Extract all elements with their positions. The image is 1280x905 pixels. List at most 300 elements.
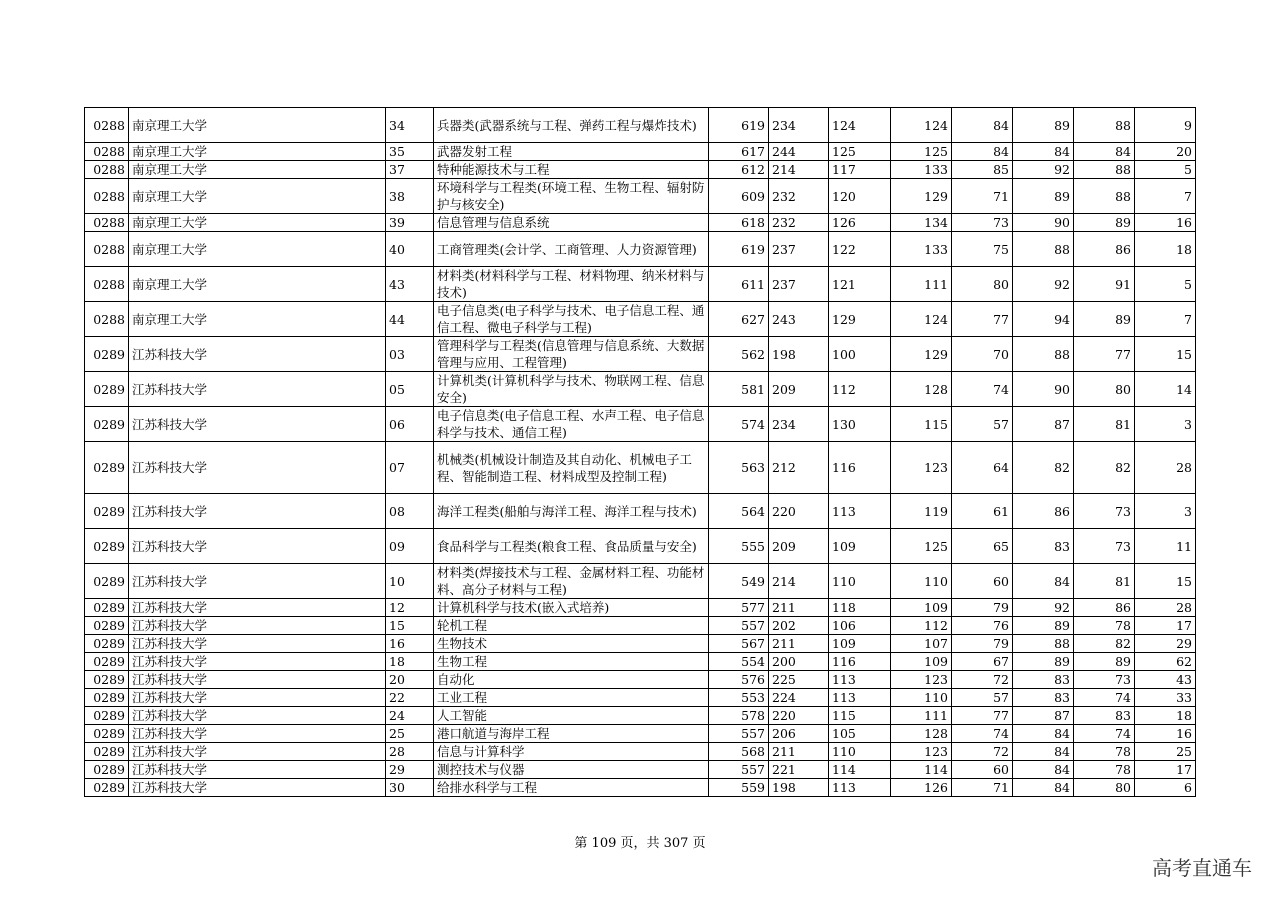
cell-score-3: 123 bbox=[891, 442, 952, 494]
cell-school-name: 江苏科技大学 bbox=[129, 653, 386, 671]
table-row bbox=[85, 529, 1196, 564]
table-row bbox=[85, 689, 1196, 707]
cell-score-1: 206 bbox=[769, 725, 829, 743]
cell-rank-count: 17 bbox=[1135, 617, 1196, 635]
cell-score-4: 64 bbox=[952, 442, 1013, 494]
table-row bbox=[85, 564, 1196, 599]
cell-score-2: 110 bbox=[829, 564, 891, 599]
cell-school-code: 0288 bbox=[85, 179, 129, 214]
cell-total-score: 619 bbox=[709, 108, 769, 143]
cell-school-code: 0289 bbox=[85, 599, 129, 617]
cell-score-5: 84 bbox=[1013, 564, 1074, 599]
cell-score-1: 234 bbox=[769, 407, 829, 442]
cell-major-code: 40 bbox=[386, 232, 434, 267]
cell-score-6: 82 bbox=[1074, 442, 1135, 494]
cell-total-score: 576 bbox=[709, 671, 769, 689]
cell-major-name: 工商管理类(会计学、工商管理、人力资源管理) bbox=[434, 232, 709, 267]
cell-school-name: 江苏科技大学 bbox=[129, 337, 386, 372]
cell-rank-count: 16 bbox=[1135, 214, 1196, 232]
cell-school-name: 江苏科技大学 bbox=[129, 689, 386, 707]
cell-score-5: 89 bbox=[1013, 617, 1074, 635]
cell-major-code: 35 bbox=[386, 143, 434, 161]
cell-score-6: 77 bbox=[1074, 337, 1135, 372]
cell-rank-count: 43 bbox=[1135, 671, 1196, 689]
cell-score-2: 113 bbox=[829, 779, 891, 797]
cell-total-score: 611 bbox=[709, 267, 769, 302]
cell-major-code: 05 bbox=[386, 372, 434, 407]
cell-score-3: 133 bbox=[891, 232, 952, 267]
cell-school-code: 0289 bbox=[85, 761, 129, 779]
cell-score-1: 211 bbox=[769, 635, 829, 653]
table-row bbox=[85, 337, 1196, 372]
table-row bbox=[85, 599, 1196, 617]
cell-score-3: 123 bbox=[891, 743, 952, 761]
cell-school-name: 江苏科技大学 bbox=[129, 635, 386, 653]
cell-school-name: 江苏科技大学 bbox=[129, 494, 386, 529]
table-row bbox=[85, 407, 1196, 442]
cell-score-4: 60 bbox=[952, 564, 1013, 599]
cell-score-2: 117 bbox=[829, 161, 891, 179]
cell-score-4: 73 bbox=[952, 214, 1013, 232]
cell-school-code: 0289 bbox=[85, 337, 129, 372]
cell-score-4: 74 bbox=[952, 372, 1013, 407]
cell-school-name: 江苏科技大学 bbox=[129, 599, 386, 617]
cell-score-4: 74 bbox=[952, 725, 1013, 743]
cell-score-4: 67 bbox=[952, 653, 1013, 671]
cell-major-code: 37 bbox=[386, 161, 434, 179]
cell-major-name: 生物技术 bbox=[434, 635, 709, 653]
cell-score-6: 86 bbox=[1074, 599, 1135, 617]
cell-school-name: 江苏科技大学 bbox=[129, 372, 386, 407]
cell-score-3: 125 bbox=[891, 529, 952, 564]
cell-score-3: 119 bbox=[891, 494, 952, 529]
cell-score-2: 116 bbox=[829, 653, 891, 671]
cell-total-score: 564 bbox=[709, 494, 769, 529]
cell-score-6: 82 bbox=[1074, 635, 1135, 653]
cell-major-name: 电子信息类(电子信息工程、水声工程、电子信息科学与技术、通信工程) bbox=[434, 407, 709, 442]
cell-school-code: 0288 bbox=[85, 143, 129, 161]
table-row bbox=[85, 743, 1196, 761]
table-row bbox=[85, 442, 1196, 494]
cell-score-2: 129 bbox=[829, 302, 891, 337]
cell-score-1: 224 bbox=[769, 689, 829, 707]
table-row bbox=[85, 725, 1196, 743]
cell-school-name: 南京理工大学 bbox=[129, 214, 386, 232]
admission-scores-table bbox=[84, 107, 1196, 797]
table-body bbox=[85, 108, 1196, 797]
cell-score-5: 92 bbox=[1013, 161, 1074, 179]
cell-major-code: 08 bbox=[386, 494, 434, 529]
cell-total-score: 578 bbox=[709, 707, 769, 725]
cell-major-code: 07 bbox=[386, 442, 434, 494]
cell-school-name: 江苏科技大学 bbox=[129, 779, 386, 797]
cell-major-code: 20 bbox=[386, 671, 434, 689]
cell-score-2: 122 bbox=[829, 232, 891, 267]
cell-major-code: 16 bbox=[386, 635, 434, 653]
cell-score-5: 84 bbox=[1013, 761, 1074, 779]
cell-score-2: 115 bbox=[829, 707, 891, 725]
cell-rank-count: 11 bbox=[1135, 529, 1196, 564]
cell-major-code: 09 bbox=[386, 529, 434, 564]
cell-school-code: 0289 bbox=[85, 635, 129, 653]
cell-total-score: 557 bbox=[709, 761, 769, 779]
cell-major-code: 12 bbox=[386, 599, 434, 617]
cell-score-5: 92 bbox=[1013, 267, 1074, 302]
cell-score-2: 109 bbox=[829, 635, 891, 653]
cell-rank-count: 6 bbox=[1135, 779, 1196, 797]
cell-score-2: 105 bbox=[829, 725, 891, 743]
cell-major-code: 24 bbox=[386, 707, 434, 725]
cell-total-score: 577 bbox=[709, 599, 769, 617]
cell-score-5: 84 bbox=[1013, 779, 1074, 797]
cell-major-name: 特种能源技术与工程 bbox=[434, 161, 709, 179]
cell-score-5: 87 bbox=[1013, 407, 1074, 442]
cell-total-score: 557 bbox=[709, 617, 769, 635]
cell-school-code: 0288 bbox=[85, 267, 129, 302]
cell-score-3: 110 bbox=[891, 689, 952, 707]
cell-major-name: 信息管理与信息系统 bbox=[434, 214, 709, 232]
cell-score-1: 198 bbox=[769, 337, 829, 372]
cell-score-3: 123 bbox=[891, 671, 952, 689]
cell-score-4: 57 bbox=[952, 407, 1013, 442]
cell-total-score: 553 bbox=[709, 689, 769, 707]
cell-score-4: 61 bbox=[952, 494, 1013, 529]
cell-major-name: 海洋工程类(船舶与海洋工程、海洋工程与技术) bbox=[434, 494, 709, 529]
cell-rank-count: 18 bbox=[1135, 707, 1196, 725]
cell-rank-count: 62 bbox=[1135, 653, 1196, 671]
cell-school-name: 江苏科技大学 bbox=[129, 564, 386, 599]
cell-score-1: 220 bbox=[769, 494, 829, 529]
cell-rank-count: 5 bbox=[1135, 161, 1196, 179]
table-row bbox=[85, 761, 1196, 779]
cell-rank-count: 17 bbox=[1135, 761, 1196, 779]
cell-score-1: 244 bbox=[769, 143, 829, 161]
cell-major-name: 材料类(材料科学与工程、材料物理、纳米材料与技术) bbox=[434, 267, 709, 302]
cell-score-5: 82 bbox=[1013, 442, 1074, 494]
cell-score-1: 243 bbox=[769, 302, 829, 337]
cell-major-code: 39 bbox=[386, 214, 434, 232]
cell-total-score: 557 bbox=[709, 725, 769, 743]
cell-school-code: 0289 bbox=[85, 564, 129, 599]
cell-score-5: 89 bbox=[1013, 179, 1074, 214]
cell-rank-count: 7 bbox=[1135, 179, 1196, 214]
cell-school-name: 江苏科技大学 bbox=[129, 743, 386, 761]
cell-score-3: 107 bbox=[891, 635, 952, 653]
cell-score-5: 90 bbox=[1013, 214, 1074, 232]
cell-score-1: 211 bbox=[769, 599, 829, 617]
cell-score-4: 60 bbox=[952, 761, 1013, 779]
cell-score-6: 74 bbox=[1074, 725, 1135, 743]
cell-score-3: 128 bbox=[891, 725, 952, 743]
cell-rank-count: 20 bbox=[1135, 143, 1196, 161]
cell-score-2: 116 bbox=[829, 442, 891, 494]
cell-major-name: 武器发射工程 bbox=[434, 143, 709, 161]
cell-school-code: 0289 bbox=[85, 707, 129, 725]
cell-score-6: 86 bbox=[1074, 232, 1135, 267]
cell-score-3: 134 bbox=[891, 214, 952, 232]
cell-total-score: 562 bbox=[709, 337, 769, 372]
cell-score-3: 114 bbox=[891, 761, 952, 779]
cell-total-score: 549 bbox=[709, 564, 769, 599]
cell-total-score: 612 bbox=[709, 161, 769, 179]
cell-score-4: 77 bbox=[952, 302, 1013, 337]
cell-score-2: 106 bbox=[829, 617, 891, 635]
cell-score-4: 84 bbox=[952, 143, 1013, 161]
cell-rank-count: 3 bbox=[1135, 407, 1196, 442]
table-row bbox=[85, 302, 1196, 337]
cell-school-code: 0289 bbox=[85, 529, 129, 564]
cell-total-score: 554 bbox=[709, 653, 769, 671]
cell-score-5: 90 bbox=[1013, 372, 1074, 407]
cell-score-4: 80 bbox=[952, 267, 1013, 302]
cell-score-5: 86 bbox=[1013, 494, 1074, 529]
cell-score-2: 100 bbox=[829, 337, 891, 372]
cell-school-name: 江苏科技大学 bbox=[129, 529, 386, 564]
cell-score-1: 221 bbox=[769, 761, 829, 779]
cell-score-2: 113 bbox=[829, 494, 891, 529]
cell-score-1: 232 bbox=[769, 179, 829, 214]
cell-school-name: 江苏科技大学 bbox=[129, 442, 386, 494]
cell-major-name: 自动化 bbox=[434, 671, 709, 689]
cell-score-3: 109 bbox=[891, 653, 952, 671]
cell-score-6: 73 bbox=[1074, 529, 1135, 564]
table-row bbox=[85, 267, 1196, 302]
cell-total-score: 617 bbox=[709, 143, 769, 161]
cell-score-1: 209 bbox=[769, 529, 829, 564]
cell-major-name: 人工智能 bbox=[434, 707, 709, 725]
cell-score-4: 79 bbox=[952, 635, 1013, 653]
cell-school-name: 南京理工大学 bbox=[129, 108, 386, 143]
cell-score-2: 113 bbox=[829, 671, 891, 689]
table-row bbox=[85, 635, 1196, 653]
cell-score-1: 212 bbox=[769, 442, 829, 494]
cell-score-1: 214 bbox=[769, 564, 829, 599]
cell-score-2: 125 bbox=[829, 143, 891, 161]
cell-school-code: 0289 bbox=[85, 779, 129, 797]
cell-rank-count: 7 bbox=[1135, 302, 1196, 337]
cell-rank-count: 9 bbox=[1135, 108, 1196, 143]
cell-score-5: 88 bbox=[1013, 232, 1074, 267]
cell-score-4: 84 bbox=[952, 108, 1013, 143]
table-row bbox=[85, 372, 1196, 407]
cell-score-1: 214 bbox=[769, 161, 829, 179]
cell-rank-count: 29 bbox=[1135, 635, 1196, 653]
cell-rank-count: 15 bbox=[1135, 337, 1196, 372]
cell-total-score: 609 bbox=[709, 179, 769, 214]
cell-score-6: 91 bbox=[1074, 267, 1135, 302]
cell-school-code: 0289 bbox=[85, 689, 129, 707]
cell-score-2: 112 bbox=[829, 372, 891, 407]
watermark-logo-text: 高考直通车 bbox=[1152, 856, 1252, 880]
cell-major-code: 29 bbox=[386, 761, 434, 779]
cell-score-3: 115 bbox=[891, 407, 952, 442]
cell-rank-count: 33 bbox=[1135, 689, 1196, 707]
cell-score-4: 71 bbox=[952, 179, 1013, 214]
cell-major-code: 44 bbox=[386, 302, 434, 337]
cell-major-code: 03 bbox=[386, 337, 434, 372]
cell-score-3: 129 bbox=[891, 337, 952, 372]
cell-total-score: 627 bbox=[709, 302, 769, 337]
cell-school-name: 南京理工大学 bbox=[129, 143, 386, 161]
page-footer: 第 109 页，共 307 页 bbox=[574, 836, 706, 851]
cell-school-name: 南京理工大学 bbox=[129, 267, 386, 302]
cell-major-name: 环境科学与工程类(环境工程、生物工程、辐射防护与核安全) bbox=[434, 179, 709, 214]
cell-score-4: 76 bbox=[952, 617, 1013, 635]
cell-score-5: 83 bbox=[1013, 529, 1074, 564]
cell-major-name: 工业工程 bbox=[434, 689, 709, 707]
cell-score-5: 89 bbox=[1013, 653, 1074, 671]
cell-score-1: 211 bbox=[769, 743, 829, 761]
cell-school-code: 0289 bbox=[85, 671, 129, 689]
cell-score-5: 84 bbox=[1013, 143, 1074, 161]
cell-score-3: 133 bbox=[891, 161, 952, 179]
cell-major-name: 港口航道与海岸工程 bbox=[434, 725, 709, 743]
cell-score-3: 128 bbox=[891, 372, 952, 407]
cell-score-4: 85 bbox=[952, 161, 1013, 179]
cell-score-5: 83 bbox=[1013, 689, 1074, 707]
cell-score-3: 111 bbox=[891, 707, 952, 725]
cell-total-score: 559 bbox=[709, 779, 769, 797]
cell-score-5: 88 bbox=[1013, 635, 1074, 653]
cell-rank-count: 5 bbox=[1135, 267, 1196, 302]
cell-score-2: 130 bbox=[829, 407, 891, 442]
cell-school-name: 南京理工大学 bbox=[129, 302, 386, 337]
cell-school-code: 0289 bbox=[85, 372, 129, 407]
cell-score-1: 232 bbox=[769, 214, 829, 232]
cell-score-5: 92 bbox=[1013, 599, 1074, 617]
table-row bbox=[85, 108, 1196, 143]
cell-score-3: 109 bbox=[891, 599, 952, 617]
cell-score-2: 126 bbox=[829, 214, 891, 232]
cell-rank-count: 15 bbox=[1135, 564, 1196, 599]
cell-major-code: 25 bbox=[386, 725, 434, 743]
cell-total-score: 555 bbox=[709, 529, 769, 564]
cell-score-6: 88 bbox=[1074, 161, 1135, 179]
table-row bbox=[85, 494, 1196, 529]
table-row bbox=[85, 232, 1196, 267]
cell-score-2: 114 bbox=[829, 761, 891, 779]
cell-school-code: 0288 bbox=[85, 232, 129, 267]
cell-school-code: 0289 bbox=[85, 617, 129, 635]
cell-score-4: 72 bbox=[952, 671, 1013, 689]
cell-major-name: 材料类(焊接技术与工程、金属材料工程、功能材料、高分子材料与工程) bbox=[434, 564, 709, 599]
cell-score-5: 94 bbox=[1013, 302, 1074, 337]
cell-score-3: 111 bbox=[891, 267, 952, 302]
cell-score-6: 81 bbox=[1074, 564, 1135, 599]
cell-score-2: 109 bbox=[829, 529, 891, 564]
cell-score-4: 57 bbox=[952, 689, 1013, 707]
cell-score-3: 124 bbox=[891, 302, 952, 337]
cell-score-4: 65 bbox=[952, 529, 1013, 564]
table-row bbox=[85, 779, 1196, 797]
cell-score-4: 71 bbox=[952, 779, 1013, 797]
cell-school-name: 南京理工大学 bbox=[129, 161, 386, 179]
cell-major-code: 10 bbox=[386, 564, 434, 599]
cell-major-code: 15 bbox=[386, 617, 434, 635]
cell-major-name: 轮机工程 bbox=[434, 617, 709, 635]
cell-score-6: 89 bbox=[1074, 214, 1135, 232]
cell-major-code: 38 bbox=[386, 179, 434, 214]
cell-major-code: 28 bbox=[386, 743, 434, 761]
cell-school-code: 0289 bbox=[85, 743, 129, 761]
cell-major-code: 43 bbox=[386, 267, 434, 302]
cell-school-name: 江苏科技大学 bbox=[129, 407, 386, 442]
table-row bbox=[85, 161, 1196, 179]
cell-score-3: 124 bbox=[891, 108, 952, 143]
cell-school-code: 0289 bbox=[85, 725, 129, 743]
cell-score-1: 220 bbox=[769, 707, 829, 725]
cell-school-code: 0289 bbox=[85, 442, 129, 494]
cell-school-name: 江苏科技大学 bbox=[129, 617, 386, 635]
table-row bbox=[85, 179, 1196, 214]
cell-score-6: 83 bbox=[1074, 707, 1135, 725]
cell-score-1: 225 bbox=[769, 671, 829, 689]
cell-score-6: 80 bbox=[1074, 779, 1135, 797]
cell-major-name: 给排水科学与工程 bbox=[434, 779, 709, 797]
cell-major-name: 计算机科学与技术(嵌入式培养) bbox=[434, 599, 709, 617]
cell-score-2: 113 bbox=[829, 689, 891, 707]
cell-score-6: 78 bbox=[1074, 761, 1135, 779]
cell-school-name: 南京理工大学 bbox=[129, 179, 386, 214]
cell-major-code: 22 bbox=[386, 689, 434, 707]
table-row bbox=[85, 671, 1196, 689]
cell-school-name: 江苏科技大学 bbox=[129, 707, 386, 725]
cell-score-5: 83 bbox=[1013, 671, 1074, 689]
cell-total-score: 619 bbox=[709, 232, 769, 267]
table-row bbox=[85, 653, 1196, 671]
cell-total-score: 581 bbox=[709, 372, 769, 407]
cell-score-6: 73 bbox=[1074, 494, 1135, 529]
cell-score-5: 88 bbox=[1013, 337, 1074, 372]
cell-total-score: 568 bbox=[709, 743, 769, 761]
cell-school-name: 江苏科技大学 bbox=[129, 761, 386, 779]
cell-school-code: 0288 bbox=[85, 214, 129, 232]
cell-major-name: 食品科学与工程类(粮食工程、食品质量与安全) bbox=[434, 529, 709, 564]
cell-score-3: 125 bbox=[891, 143, 952, 161]
cell-rank-count: 28 bbox=[1135, 599, 1196, 617]
cell-rank-count: 18 bbox=[1135, 232, 1196, 267]
cell-score-6: 88 bbox=[1074, 108, 1135, 143]
cell-school-name: 南京理工大学 bbox=[129, 232, 386, 267]
cell-score-6: 84 bbox=[1074, 143, 1135, 161]
cell-score-6: 80 bbox=[1074, 372, 1135, 407]
cell-total-score: 574 bbox=[709, 407, 769, 442]
cell-score-6: 74 bbox=[1074, 689, 1135, 707]
cell-score-1: 237 bbox=[769, 267, 829, 302]
cell-school-name: 江苏科技大学 bbox=[129, 671, 386, 689]
cell-major-code: 34 bbox=[386, 108, 434, 143]
cell-score-5: 84 bbox=[1013, 743, 1074, 761]
cell-score-1: 202 bbox=[769, 617, 829, 635]
cell-school-name: 江苏科技大学 bbox=[129, 725, 386, 743]
cell-score-3: 110 bbox=[891, 564, 952, 599]
cell-score-5: 84 bbox=[1013, 725, 1074, 743]
cell-score-2: 121 bbox=[829, 267, 891, 302]
table-row bbox=[85, 214, 1196, 232]
cell-major-name: 机械类(机械设计制造及其自动化、机械电子工程、智能制造工程、材料成型及控制工程) bbox=[434, 442, 709, 494]
cell-score-5: 89 bbox=[1013, 108, 1074, 143]
cell-total-score: 563 bbox=[709, 442, 769, 494]
cell-score-6: 81 bbox=[1074, 407, 1135, 442]
cell-score-5: 87 bbox=[1013, 707, 1074, 725]
cell-score-4: 72 bbox=[952, 743, 1013, 761]
cell-school-code: 0288 bbox=[85, 108, 129, 143]
cell-major-name: 生物工程 bbox=[434, 653, 709, 671]
cell-major-name: 测控技术与仪器 bbox=[434, 761, 709, 779]
cell-score-1: 234 bbox=[769, 108, 829, 143]
cell-score-4: 79 bbox=[952, 599, 1013, 617]
cell-score-4: 77 bbox=[952, 707, 1013, 725]
